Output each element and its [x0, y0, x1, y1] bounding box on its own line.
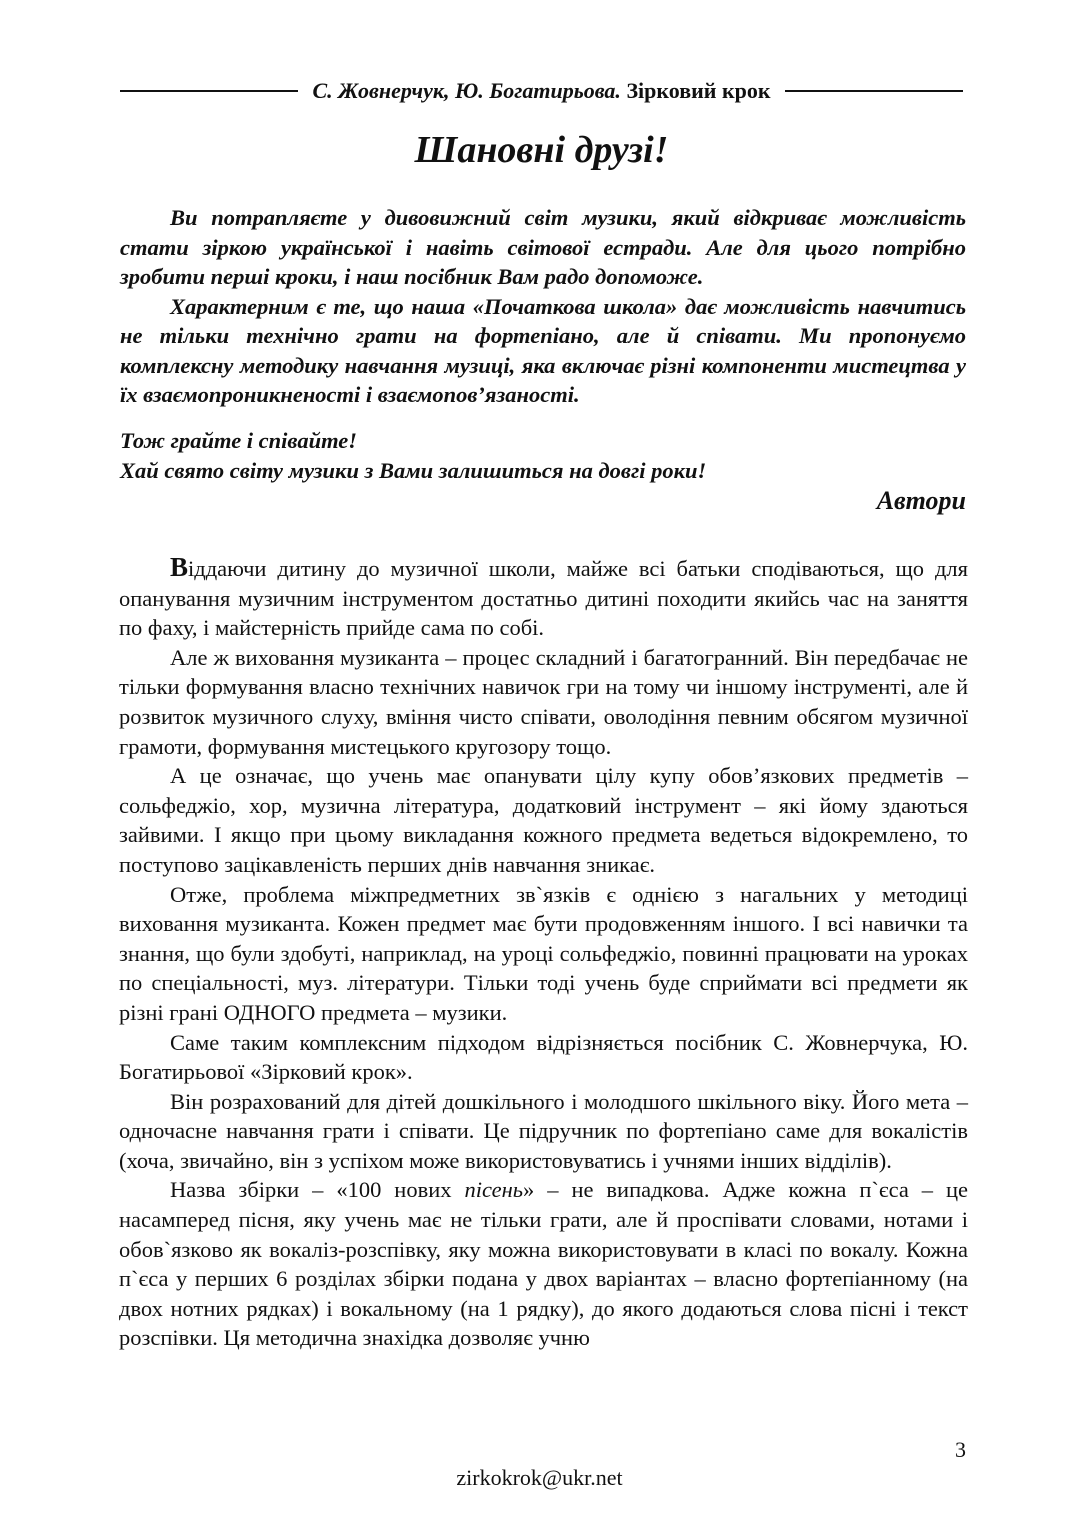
- intro-paragraph: Ви потрапляєте у дивовижний світ музики, який відкриває можливість стати зіркою української і навіть світової естради. Але для цього потрібно зробити перші кроки, і наш посібник Вам радо допоможе.: [120, 205, 966, 289]
- body-text-part: » – не випадкова. Адже кожна п`єса – це насамперед пісня, яку учень має не тільки грати, але й проспівати словами, нотами і обов`язково як вокаліз-розспівку, яку можна використовувати в класі по вокалу. Кожна п`єса у перших 6 розділах збірки подана у двох варіантах – власно фортепіанному (на двох нотних рядках) і вокальному (на 1 рядку), до якого додаються слова пісні і текст розспівки. Ця методична знахідка дозволяє учню: [119, 1177, 968, 1351]
- body-paragraph: А це означає, що учень має опанувати цілу купу обов’язкових предметів – сольфеджіо, хор, музична література, додатковий інструмент – які йому здаються зайвими. І якщо при цьому викладання кожного предмета ведеться відокремлено, то поступово зацікавленість перших днів навчання зникає.: [119, 763, 968, 877]
- intro-closing: [120, 426, 966, 485]
- first-letter: В: [170, 552, 189, 582]
- body-paragraph: [119, 553, 968, 643]
- body-paragraph: Саме таким комплексним підходом відрізняється посібник С. Жовнерчука, Ю. Богатирьової «Зірковий крок».: [119, 1029, 968, 1085]
- header-authors: С. Жовнерчук, Ю. Богатирьова.: [312, 78, 621, 103]
- closing-line: Тож грайте і співайте!: [120, 428, 358, 453]
- header-text: [298, 78, 784, 104]
- header-rule-right: [785, 90, 963, 92]
- body-paragraph: [119, 1175, 968, 1353]
- header-rule-left: [120, 90, 298, 92]
- footer-email: zirkokrok@ukr.net: [456, 1465, 623, 1490]
- page-number: 3: [955, 1437, 966, 1462]
- body-text: [119, 553, 968, 1353]
- intro-section: [120, 203, 966, 410]
- body-paragraph: Він розрахований для дітей дошкільного і молодшого шкільного віку. Його мета – одночасне навчання грати і співати. Це підручник по фортепіано саме для вокалістів (хоча, звичайно, він з успіхом може використовуватись і учнями інших відділів).: [119, 1088, 968, 1173]
- emphasized-word: пісень: [464, 1177, 524, 1203]
- body-paragraph-text: іддаючи дитину до музичної школи, майже всі батьки сподіваються, що для опанування музичним інструментом достатньо дитині походити якийсь час на заняття по фаху, і майстерність прийде сама по собі.: [119, 556, 968, 641]
- body-paragraph: Отже, проблема міжпредметних зв`язків є однією з нагальних у методиці виховання музиканта. Кожен предмет має бути продовженням іншого. І всі навички та знання, що були здобуті, наприклад, на уроці сольфеджіо, повинні працювати на уроках по спеціальності, муз. літератури. Тільки тоді учень буде сприймати всі предмети як різні грані ОДНОГО предмета – музики.: [119, 881, 968, 1025]
- signature: Автори: [876, 486, 966, 515]
- header-book-title: Зірковий крок: [626, 78, 771, 103]
- body-paragraph: Але ж виховання музиканта – процес складний і багатогранний. Він передбачає не тільки формування власно технічних навичок гри на тому чи іншому інструменті, але й розвиток музичного слуху, вміння чисто співати, оволодіння певним обсягом музичної грамоти, формування мистецького кругозору тощо.: [119, 644, 968, 759]
- page-title: Шановні друзі!: [414, 129, 669, 171]
- closing-line: Хай свято світу музики з Вами залишиться на довгі роки!: [120, 457, 707, 483]
- body-text-part: Назва збірки – «100 нових: [170, 1177, 465, 1203]
- running-header: [120, 74, 963, 108]
- intro-paragraph: Характерним є те, що наша «Початкова школа» дає можливість навчитись не тільки технічно грати на фортепіано, але й співати. Ми пропонуємо комплексну методику навчання музиці, яка включає різні компоненти мистецтва у їх взаємопроникненості і взаємопов’язаності.: [120, 293, 966, 407]
